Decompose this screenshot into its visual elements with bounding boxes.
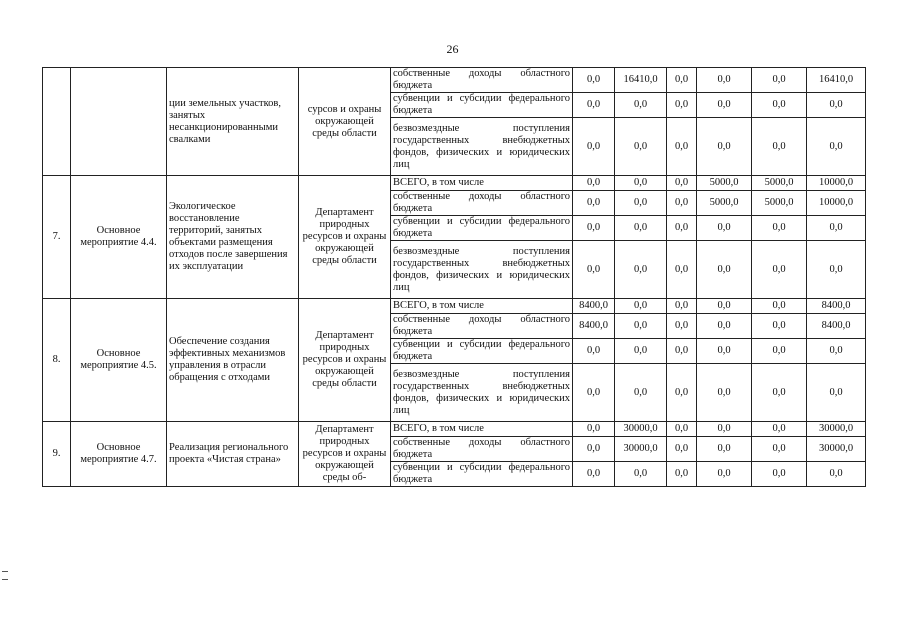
value-cell: 0,0	[615, 364, 667, 422]
page-number: 26	[446, 42, 459, 56]
value-cell: 0,0	[667, 314, 697, 339]
value-cell: 0,0	[615, 118, 667, 176]
value-cell: 0,0	[752, 299, 807, 314]
value-cell: 0,0	[667, 68, 697, 93]
value-cell: 0,0	[573, 118, 615, 176]
value-cell: 0,0	[752, 364, 807, 422]
funding-source: собственные доходы областного бюджета	[391, 314, 573, 339]
value-cell: 0,0	[615, 191, 667, 216]
value-cell: 0,0	[752, 422, 807, 437]
value-cell: 0,0	[697, 241, 752, 299]
value-cell: 0,0	[697, 462, 752, 487]
funding-source: ВСЕГО, в том числе	[391, 422, 573, 437]
activity-description: Обеспечение создания эффективных механизмов управления в отрасли обращения с отходами	[167, 299, 299, 422]
value-cell: 0,0	[807, 462, 866, 487]
value-cell: 0,0	[615, 216, 667, 241]
value-cell: 0,0	[807, 364, 866, 422]
value-cell: 0,0	[697, 216, 752, 241]
value-cell: 0,0	[615, 93, 667, 118]
activity-name: Основное мероприятие 4.5.	[71, 299, 167, 422]
activity-name-cell	[71, 68, 167, 176]
funding-source: безвозмездные поступления государственных внебюджетных фондов, физических и юридических лиц	[391, 118, 573, 176]
funding-source: собственные доходы областного бюджета	[391, 437, 573, 462]
row-number: 8.	[43, 299, 71, 422]
value-cell: 0,0	[807, 339, 866, 364]
value-cell: 0,0	[807, 241, 866, 299]
value-cell: 0,0	[667, 422, 697, 437]
value-cell: 0,0	[667, 241, 697, 299]
budget-table	[42, 67, 866, 487]
value-cell: 0,0	[667, 176, 697, 191]
value-cell: 0,0	[615, 314, 667, 339]
funding-source: субвенции и субсидии федерального бюджета	[391, 216, 573, 241]
executor: Департамент природных ресурсов и охраны окружающей среды области	[299, 299, 391, 422]
table-row	[43, 176, 866, 191]
value-cell: 0,0	[697, 118, 752, 176]
value-cell: 0,0	[697, 299, 752, 314]
value-cell: 0,0	[573, 216, 615, 241]
funding-source: собственные доходы областного бюджета	[391, 191, 573, 216]
value-cell: 0,0	[697, 93, 752, 118]
value-cell: 0,0	[697, 314, 752, 339]
value-cell: 30000,0	[807, 422, 866, 437]
value-cell: 0,0	[573, 462, 615, 487]
activity-name: Основное мероприятие 4.4.	[71, 176, 167, 299]
value-cell: 0,0	[573, 176, 615, 191]
executor: Департамент природных ресурсов и охраны окружающей среды об-	[299, 422, 391, 487]
funding-source: безвозмездные поступления государственных внебюджетных фондов, физических и юридических лиц	[391, 364, 573, 422]
value-cell: 0,0	[752, 241, 807, 299]
table-row	[43, 68, 866, 93]
value-cell: 16410,0	[615, 68, 667, 93]
funding-source: собственные доходы областного бюджета	[391, 68, 573, 93]
margin-mark	[2, 579, 8, 580]
funding-source: субвенции и субсидии федерального бюджета	[391, 339, 573, 364]
value-cell: 5000,0	[697, 176, 752, 191]
value-cell: 0,0	[752, 437, 807, 462]
value-cell: 0,0	[752, 339, 807, 364]
value-cell: 0,0	[615, 462, 667, 487]
value-cell: 5000,0	[752, 176, 807, 191]
table-row	[43, 422, 866, 437]
row-number: 7.	[43, 176, 71, 299]
value-cell: 0,0	[752, 118, 807, 176]
value-cell: 0,0	[573, 68, 615, 93]
value-cell: 16410,0	[807, 68, 866, 93]
activity-description: ции земельных участков, занятых несанкционированными свалками	[167, 68, 299, 176]
value-cell: 30000,0	[615, 422, 667, 437]
row-number-cell	[43, 68, 71, 176]
value-cell: 0,0	[573, 93, 615, 118]
executor: сурсов и охраны окружающей среды области	[299, 68, 391, 176]
table-row	[43, 299, 866, 314]
activity-description: Экологическое восстановление территорий, занятых объектами размещения отходов после завершения их эксплуатации	[167, 176, 299, 299]
value-cell: 0,0	[667, 462, 697, 487]
value-cell: 8400,0	[573, 299, 615, 314]
value-cell: 0,0	[752, 93, 807, 118]
row-number: 9.	[43, 422, 71, 487]
value-cell: 0,0	[697, 422, 752, 437]
value-cell: 10000,0	[807, 191, 866, 216]
value-cell: 0,0	[752, 68, 807, 93]
funding-source: безвозмездные поступления государственных внебюджетных фондов, физических и юридических лиц	[391, 241, 573, 299]
executor: Департамент природных ресурсов и охраны окружающей среды области	[299, 176, 391, 299]
value-cell: 0,0	[573, 339, 615, 364]
value-cell: 0,0	[752, 462, 807, 487]
value-cell: 8400,0	[807, 299, 866, 314]
value-cell: 5000,0	[752, 191, 807, 216]
value-cell: 10000,0	[807, 176, 866, 191]
value-cell: 0,0	[667, 118, 697, 176]
value-cell: 0,0	[667, 299, 697, 314]
value-cell: 0,0	[697, 364, 752, 422]
value-cell: 0,0	[573, 241, 615, 299]
value-cell: 0,0	[615, 339, 667, 364]
value-cell: 8400,0	[807, 314, 866, 339]
value-cell: 0,0	[752, 314, 807, 339]
funding-source: ВСЕГО, в том числе	[391, 176, 573, 191]
value-cell: 30000,0	[807, 437, 866, 462]
value-cell: 0,0	[573, 191, 615, 216]
value-cell: 0,0	[697, 339, 752, 364]
value-cell: 0,0	[697, 68, 752, 93]
value-cell: 0,0	[752, 216, 807, 241]
value-cell: 30000,0	[615, 437, 667, 462]
value-cell: 0,0	[667, 339, 697, 364]
value-cell: 0,0	[697, 437, 752, 462]
value-cell: 0,0	[615, 176, 667, 191]
value-cell: 0,0	[667, 216, 697, 241]
margin-mark	[2, 571, 8, 572]
value-cell: 0,0	[615, 241, 667, 299]
value-cell: 0,0	[573, 364, 615, 422]
value-cell: 0,0	[667, 364, 697, 422]
value-cell: 0,0	[807, 93, 866, 118]
value-cell: 0,0	[667, 437, 697, 462]
funding-source: субвенции и субсидии федерального бюджета	[391, 462, 573, 487]
value-cell: 0,0	[667, 191, 697, 216]
funding-source: ВСЕГО, в том числе	[391, 299, 573, 314]
value-cell: 0,0	[573, 422, 615, 437]
value-cell: 0,0	[573, 437, 615, 462]
funding-source: субвенции и субсидии федерального бюджета	[391, 93, 573, 118]
activity-name: Основное мероприятие 4.7.	[71, 422, 167, 487]
value-cell: 0,0	[807, 118, 866, 176]
activity-description: Реализация регионального проекта «Чистая страна»	[167, 422, 299, 487]
value-cell: 0,0	[615, 299, 667, 314]
value-cell: 8400,0	[573, 314, 615, 339]
value-cell: 0,0	[807, 216, 866, 241]
value-cell: 5000,0	[697, 191, 752, 216]
value-cell: 0,0	[667, 93, 697, 118]
